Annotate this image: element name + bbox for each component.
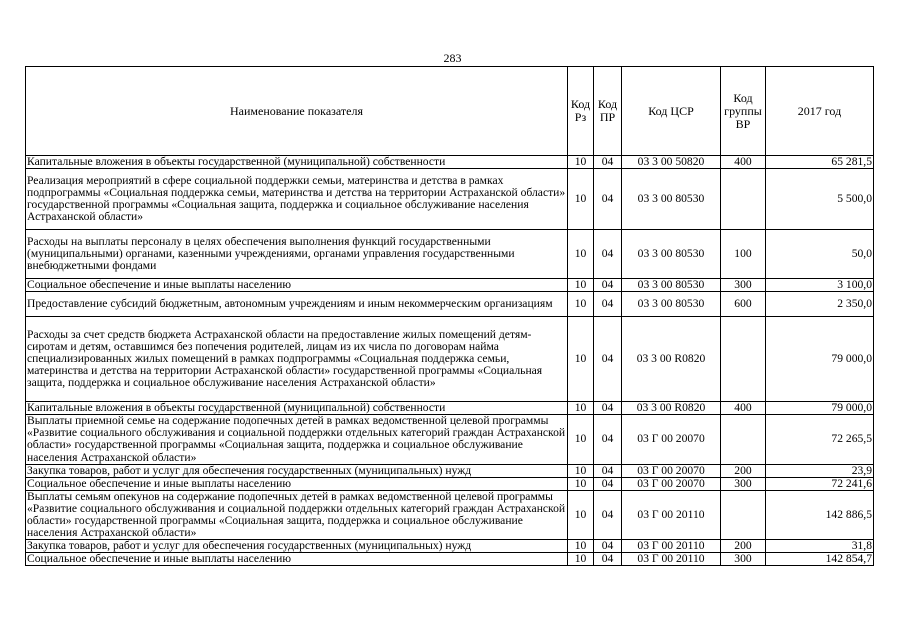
- row-pr: 04: [594, 156, 622, 169]
- row-rz: 10: [568, 477, 594, 490]
- row-csr: 03 Г 00 20110: [622, 553, 721, 566]
- row-name: Социальное обеспечение и иные выплаты населению: [26, 477, 568, 490]
- row-pr: 04: [594, 292, 622, 317]
- row-vr: 400: [721, 156, 766, 169]
- column-header-rz: Код Рз: [568, 67, 594, 156]
- row-rz: 10: [568, 279, 594, 292]
- column-header-name: Наименование показателя: [26, 67, 568, 156]
- row-name: Капитальные вложения в объекты государственной (муниципальной) собственности: [26, 156, 568, 169]
- row-pr: 04: [594, 402, 622, 415]
- column-header-pr: Код ПР: [594, 67, 622, 156]
- row-csr: 03 Г 00 20110: [622, 490, 721, 539]
- row-amount: 142 854,7: [766, 553, 874, 566]
- row-amount: 79 000,0: [766, 402, 874, 415]
- row-vr: 400: [721, 402, 766, 415]
- table-row: [26, 292, 874, 317]
- row-amount: 2 350,0: [766, 292, 874, 317]
- row-name: Предоставление субсидий бюджетным, автономным учреждениям и иным некоммерческим организациям: [26, 292, 568, 317]
- row-csr: 03 3 00 80530: [622, 279, 721, 292]
- row-rz: 10: [568, 317, 594, 402]
- row-vr: [721, 169, 766, 230]
- row-csr: 03 Г 00 20070: [622, 464, 721, 477]
- budget-table: [25, 66, 874, 566]
- row-name: Выплаты семьям опекунов на содержание подопечных детей в рамках ведомственной целевой программы «Развитие социального обслуживания и социальной поддержки отдельных категорий граждан Астраханской области» государственной программы «Социальная защита, поддержка и социальное обслуживание населения Астраханской области»: [26, 490, 568, 539]
- column-header-year: 2017 год: [766, 67, 874, 156]
- row-pr: 04: [594, 317, 622, 402]
- table-header-row: [26, 67, 874, 156]
- row-name: Расходы за счет средств бюджета Астраханской области на предоставление жилых помещений детям-сиротам и детям, оставшимся без попечения родителей, лицам из их числа по договорам найма специализированных жилых помещений в рамках подпрограммы «Социальная поддержка семьи, материнства и детства на территории Астраханской области» государственной программы «Социальная защита, поддержка и социальное обслуживание населения Астраханской области»: [26, 317, 568, 402]
- table-row: [26, 415, 874, 464]
- row-vr: [721, 317, 766, 402]
- row-csr: 03 3 00 50820: [622, 156, 721, 169]
- table-row: [26, 169, 874, 230]
- row-rz: 10: [568, 540, 594, 553]
- row-amount: 5 500,0: [766, 169, 874, 230]
- row-vr: 100: [721, 230, 766, 279]
- table-row: [26, 279, 874, 292]
- row-pr: 04: [594, 230, 622, 279]
- row-pr: 04: [594, 477, 622, 490]
- row-rz: 10: [568, 415, 594, 464]
- row-amount: 72 265,5: [766, 415, 874, 464]
- row-csr: 03 3 00 R0820: [622, 402, 721, 415]
- row-csr: 03 3 00 80530: [622, 230, 721, 279]
- row-csr: 03 3 00 80530: [622, 169, 721, 230]
- row-pr: 04: [594, 490, 622, 539]
- row-vr: 300: [721, 279, 766, 292]
- row-csr: 03 3 00 R0820: [622, 317, 721, 402]
- table-row: [26, 156, 874, 169]
- row-vr: 300: [721, 553, 766, 566]
- column-header-vr: Код группы ВР: [721, 67, 766, 156]
- row-pr: 04: [594, 553, 622, 566]
- row-amount: 65 281,5: [766, 156, 874, 169]
- table-row: [26, 540, 874, 553]
- row-pr: 04: [594, 279, 622, 292]
- row-name: Социальное обеспечение и иные выплаты населению: [26, 279, 568, 292]
- row-rz: 10: [568, 169, 594, 230]
- table-row: [26, 553, 874, 566]
- row-vr: 200: [721, 464, 766, 477]
- row-name: Социальное обеспечение и иные выплаты населению: [26, 553, 568, 566]
- row-rz: 10: [568, 402, 594, 415]
- row-pr: 04: [594, 464, 622, 477]
- row-csr: 03 3 00 80530: [622, 292, 721, 317]
- table-row: [26, 230, 874, 279]
- row-rz: 10: [568, 156, 594, 169]
- row-name: Закупка товаров, работ и услуг для обеспечения государственных (муниципальных) нужд: [26, 464, 568, 477]
- row-csr: 03 Г 00 20070: [622, 415, 721, 464]
- row-rz: 10: [568, 490, 594, 539]
- row-vr: [721, 490, 766, 539]
- row-csr: 03 Г 00 20110: [622, 540, 721, 553]
- row-name: Закупка товаров, работ и услуг для обеспечения государственных (муниципальных) нужд: [26, 540, 568, 553]
- row-amount: 72 241,6: [766, 477, 874, 490]
- page-number: 283: [443, 51, 462, 65]
- row-rz: 10: [568, 464, 594, 477]
- table-row: [26, 477, 874, 490]
- table-row: [26, 464, 874, 477]
- column-header-csr: Код ЦСР: [622, 67, 721, 156]
- row-amount: 79 000,0: [766, 317, 874, 402]
- table-row: [26, 317, 874, 402]
- row-vr: 300: [721, 477, 766, 490]
- row-amount: 23,9: [766, 464, 874, 477]
- row-pr: 04: [594, 169, 622, 230]
- row-name: Капитальные вложения в объекты государственной (муниципальной) собственности: [26, 402, 568, 415]
- table-row: [26, 490, 874, 539]
- row-pr: 04: [594, 540, 622, 553]
- row-amount: 142 886,5: [766, 490, 874, 539]
- row-amount: 50,0: [766, 230, 874, 279]
- row-pr: 04: [594, 415, 622, 464]
- row-name: Расходы на выплаты персоналу в целях обеспечения выполнения функций государственными (муниципальными) органами, казенными учреждениями, органами управления государственными внебюджетными фондами: [26, 230, 568, 279]
- row-amount: 3 100,0: [766, 279, 874, 292]
- row-vr: 600: [721, 292, 766, 317]
- row-rz: 10: [568, 230, 594, 279]
- table-row: [26, 402, 874, 415]
- row-name: Реализация мероприятий в сфере социальной поддержки семьи, материнства и детства в рамках подпрограммы «Социальная поддержка семьи, материнства и детства на территории Астраханской области» государственной программы «Социальная защита, поддержка и социальное обслуживание населения Астраханской области»: [26, 169, 568, 230]
- row-rz: 10: [568, 553, 594, 566]
- row-csr: 03 Г 00 20070: [622, 477, 721, 490]
- row-vr: 200: [721, 540, 766, 553]
- row-rz: 10: [568, 292, 594, 317]
- row-amount: 31,8: [766, 540, 874, 553]
- row-name: Выплаты приемной семье на содержание подопечных детей в рамках ведомственной целевой программы «Развитие социального обслуживания и социальной поддержки отдельных категорий граждан Астраханской области» государственной программы «Социальная защита, поддержка и социальное обслуживание населения Астраханской области»: [26, 415, 568, 464]
- row-vr: [721, 415, 766, 464]
